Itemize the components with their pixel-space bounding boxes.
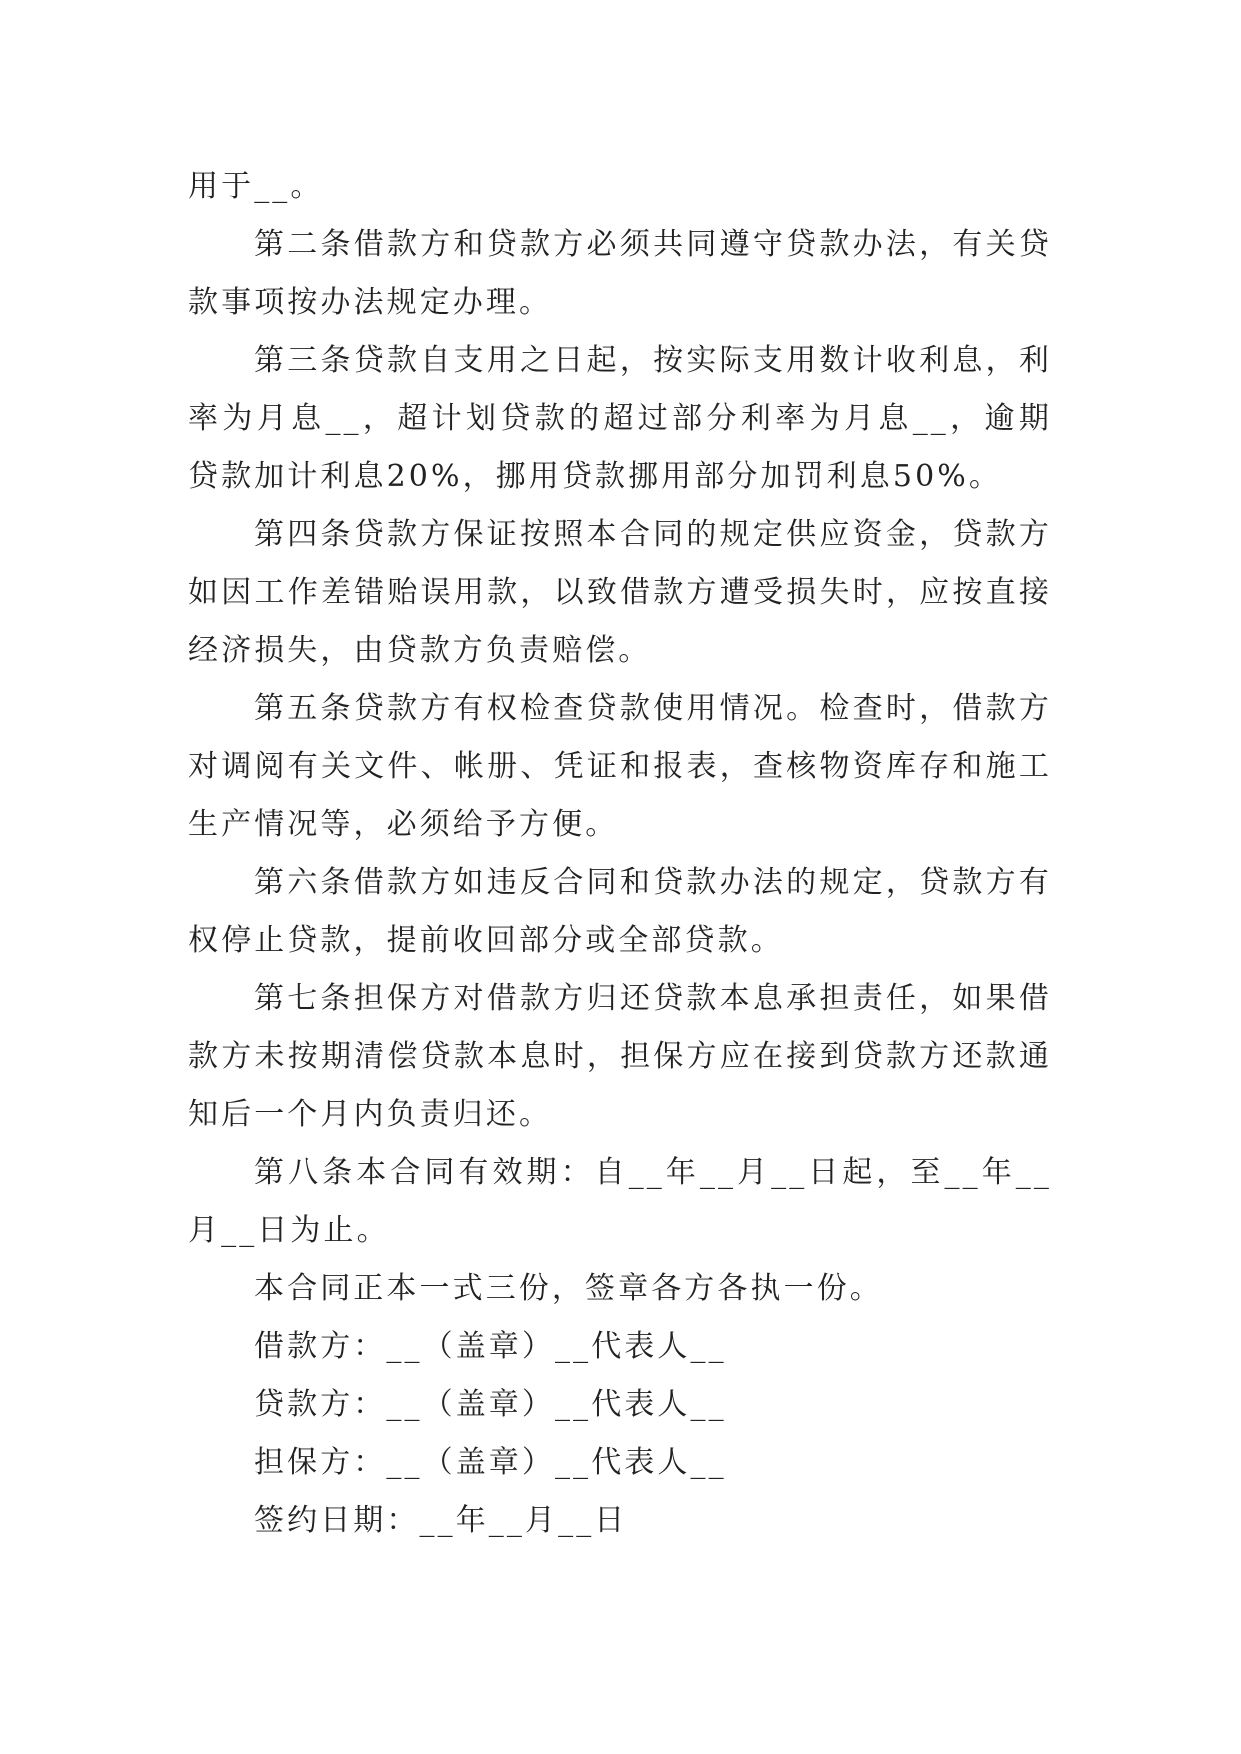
contract-body [188,158,1052,1550]
clause-5: 第五条贷款方有权检查贷款使用情况。检查时，借款方对调阅有关文件、帐册、凭证和报表，查核物资库存和施工生产情况等，必须给予方便。 [188,691,1052,842]
clause-2: 第二条借款方和贷款方必须共同遵守贷款办法，有关贷款事项按办法规定办理。 [188,227,1052,320]
sign-date-line: 签约日期：__年__月__日 [254,1503,628,1538]
copies-note: 本合同正本一式三份，签章各方各执一份。 [254,1271,883,1306]
lender-signature-line: 贷款方：__（盖章）__代表人__ [254,1387,727,1422]
guarantor-signature-line: 担保方：__（盖章）__代表人__ [254,1445,727,1480]
clause-8: 第八条本合同有效期：自__年__月__日起，至__年__月__日为止。 [188,1155,1052,1248]
clause-7: 第七条担保方对借款方归还贷款本息承担责任，如果借款方未按期清偿贷款本息时，担保方应在接到贷款方还款通知后一个月内负责归还。 [188,981,1052,1132]
clause-6: 第六条借款方如违反合同和贷款办法的规定，贷款方有权停止贷款，提前收回部分或全部贷款。 [188,865,1052,958]
clause-4: 第四条贷款方保证按照本合同的规定供应资金，贷款方如因工作差错贻误用款，以致借款方遭受损失时，应按直接经济损失，由贷款方负责赔偿。 [188,517,1052,668]
borrower-signature-line: 借款方：__（盖章）__代表人__ [254,1329,727,1364]
clause-1-tail: 用于__。 [188,169,324,204]
clause-3: 第三条贷款自支用之日起，按实际支用数计收利息，利率为月息__，超计划贷款的超过部分利率为月息__，逾期贷款加计利息20%，挪用贷款挪用部分加罚利息50%。 [188,343,1052,494]
